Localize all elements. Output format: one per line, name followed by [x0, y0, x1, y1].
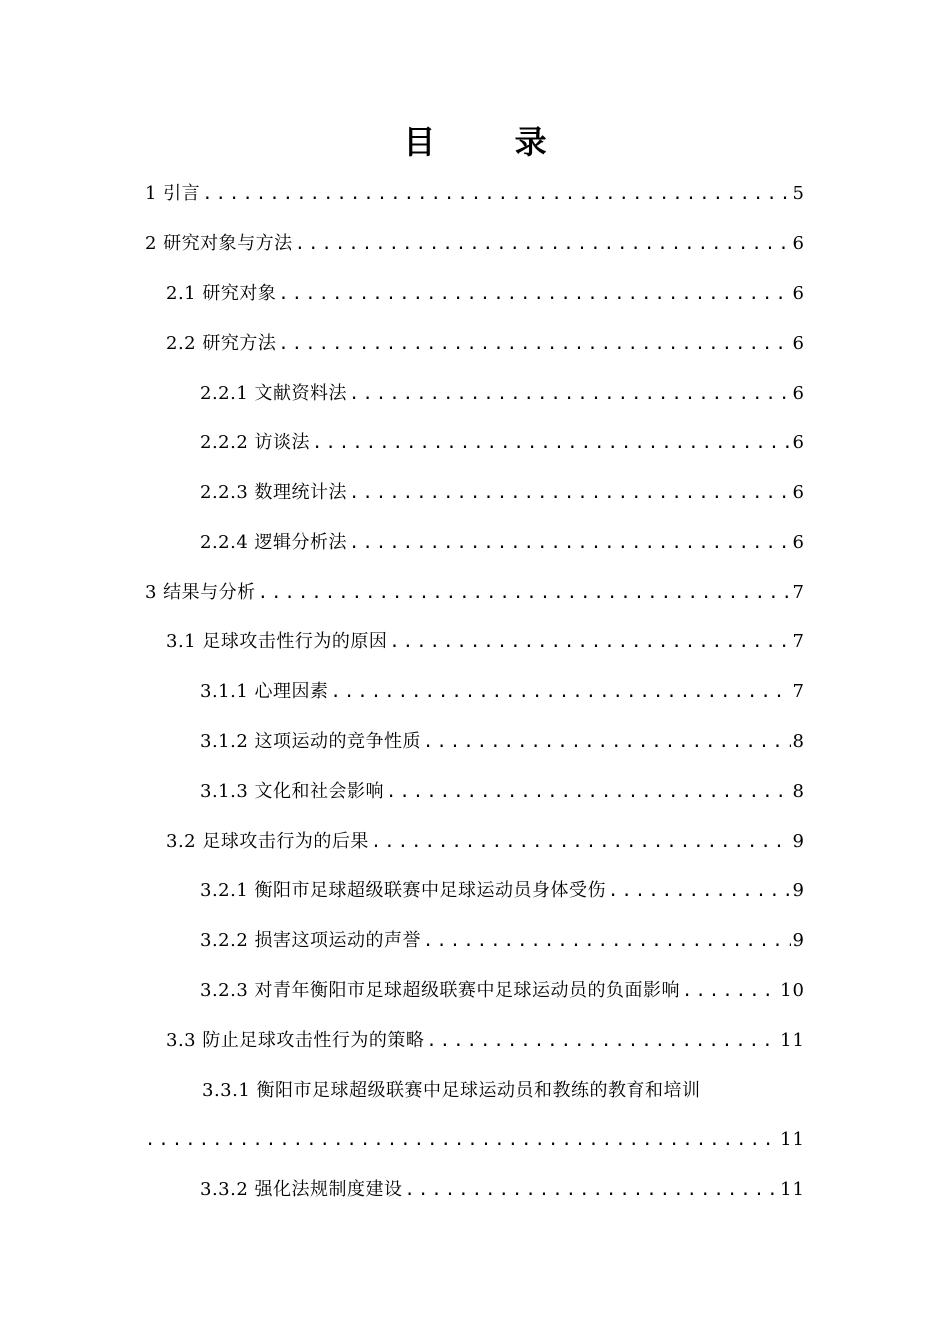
toc-entry-page: 6 [792, 432, 805, 453]
toc-entry-page: 7 [792, 582, 805, 603]
toc-entry-page: 9 [792, 880, 805, 901]
toc-leader-dots [426, 1025, 778, 1057]
toc-entry-label: 3.2.1 衡阳市足球超级联赛中足球运动员身体受伤 [200, 880, 607, 901]
toc-entry[interactable] [145, 178, 805, 210]
toc-entry-page: 11 [780, 1030, 805, 1051]
toc-entry-page: 6 [792, 233, 805, 254]
toc-leader-dots [386, 776, 791, 808]
toc-leader-dots [145, 1124, 778, 1156]
toc-leader-dots [278, 328, 790, 360]
toc-entry-page: 6 [792, 333, 805, 354]
toc-entry-page: 6 [792, 532, 805, 553]
toc-leader-dots [389, 626, 790, 658]
toc-leader-dots [312, 427, 791, 459]
toc-entry-page: 11 [780, 1129, 805, 1150]
toc-entry[interactable] [166, 1025, 805, 1057]
toc-entry-page: 5 [792, 183, 805, 204]
toc-entry-label: 2 研究对象与方法 [145, 233, 293, 254]
toc-entry[interactable] [200, 925, 805, 957]
toc-entry-label: 3.2.3 对青年衡阳市足球超级联赛中足球运动员的负面影响 [200, 980, 681, 1001]
toc-leader-dots [423, 925, 791, 957]
toc-entry-page: 6 [792, 383, 805, 404]
toc-entry[interactable] [200, 477, 805, 509]
toc-entry-page: 8 [792, 781, 805, 802]
toc-entry[interactable] [145, 577, 805, 609]
toc-entry-label: 3.1.2 这项运动的竞争性质 [200, 731, 422, 752]
toc-leader-dots [682, 975, 778, 1007]
toc-leader-dots [295, 228, 791, 260]
toc-leader-dots [405, 1174, 779, 1206]
toc-entry[interactable] [200, 875, 805, 907]
toc-entry[interactable] [200, 975, 805, 1007]
toc-entry-label: 2.2 研究方法 [166, 333, 277, 354]
toc-entry-page: 7 [792, 631, 805, 652]
toc-entry-page: 10 [780, 980, 805, 1001]
toc-entry[interactable] [200, 726, 805, 758]
toc-entry-label: 3.1 足球攻击性行为的原因 [166, 631, 388, 652]
toc-title: 目 录 [403, 123, 581, 161]
toc-entry-label: 3.2.2 损害这项运动的声誉 [200, 930, 422, 951]
toc-entry-page: 7 [792, 681, 805, 702]
toc-entry-page: 8 [792, 731, 805, 752]
toc-entry-page: 9 [792, 831, 805, 852]
toc-leader-dots [349, 378, 791, 410]
toc-entry[interactable] [200, 676, 805, 708]
toc-entry-label-wrapped[interactable]: 3.3.1 衡阳市足球超级联赛中足球运动员和教练的教育和培训 [202, 1080, 701, 1101]
toc-leader-dots [349, 477, 791, 509]
toc-entry[interactable] [166, 826, 805, 858]
toc-leader-dots [423, 726, 791, 758]
toc-leader-dots [202, 178, 790, 210]
toc-entry-label: 3.1.1 心理因素 [200, 681, 329, 702]
toc-entry[interactable] [145, 228, 805, 260]
toc-entry[interactable] [200, 378, 805, 410]
toc-entry-label: 3.3.2 强化法规制度建设 [200, 1179, 403, 1200]
toc-entry-page: 6 [792, 482, 805, 503]
toc-entry-label: 3.1.3 文化和社会影响 [200, 781, 385, 802]
toc-leader-dots [278, 278, 790, 310]
toc-entry-label: 2.2.2 访谈法 [200, 432, 311, 453]
toc-entry-page: 6 [792, 283, 805, 304]
toc-entry[interactable] [200, 527, 805, 559]
toc-entry-label: 3.3 防止足球攻击性行为的策略 [166, 1030, 425, 1051]
toc-entry[interactable] [200, 427, 805, 459]
toc-entry-label: 3.2 足球攻击行为的后果 [166, 831, 369, 852]
toc-entry-label: 3 结果与分析 [145, 582, 256, 603]
toc-entry-label: 2.2.1 文献资料法 [200, 383, 348, 404]
toc-leader-dots [371, 826, 791, 858]
toc-entry[interactable] [166, 328, 805, 360]
toc-entry-page: 11 [780, 1179, 805, 1200]
toc-entry-page: 9 [792, 930, 805, 951]
toc-entry-label: 2.1 研究对象 [166, 283, 277, 304]
toc-entry[interactable] [166, 278, 805, 310]
toc-leader-dots [349, 527, 791, 559]
toc-leader-dots [331, 676, 791, 708]
toc-entry-label: 2.2.4 逻辑分析法 [200, 532, 348, 553]
toc-leader-dots [258, 577, 791, 609]
toc-entry-continuation[interactable] [145, 1124, 805, 1156]
toc-entry-label: 1 引言 [145, 183, 201, 204]
toc-entry[interactable] [200, 1174, 805, 1206]
toc-entry-label: 2.2.3 数理统计法 [200, 482, 348, 503]
toc-leader-dots [608, 875, 791, 907]
toc-entry[interactable] [200, 776, 805, 808]
toc-entry[interactable] [166, 626, 805, 658]
